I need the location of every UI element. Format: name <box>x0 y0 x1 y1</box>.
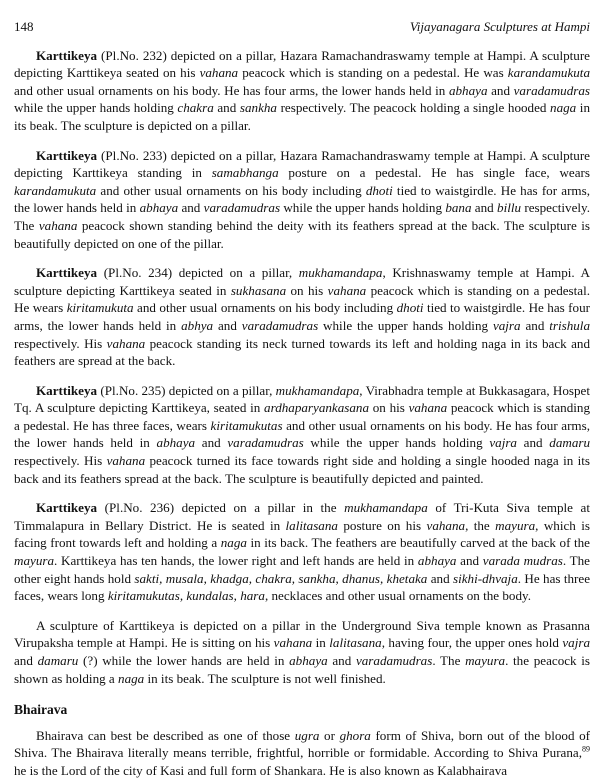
text-run: tied to waistgirdle. He has four arms, the lower hands held in <box>14 300 590 333</box>
text-run: posture on his <box>337 517 427 533</box>
text-run: and other usual ornaments on his body. He has four arms, the lower hands held in <box>14 417 590 451</box>
entry-subject: Karttikeya <box>36 47 98 63</box>
running-header <box>14 18 590 36</box>
text-run: (Pl.No. 232) depicted on a pillar, Hazara Ramachandraswamy temple at Hampi. A sculpture depicting Karttikeya seated on his <box>14 47 590 81</box>
italic-term: sankha <box>239 100 277 116</box>
italic-term: dhoti <box>365 182 393 198</box>
italic-term: kiritamukuta <box>66 300 134 316</box>
italic-term: mukhamandapa <box>275 382 360 398</box>
text-run: while the upper hands holding <box>303 435 490 451</box>
italic-term: mayura <box>465 653 506 668</box>
karttikeya-entry <box>14 382 590 488</box>
text-run: Bhairava can best be described as one of those <box>36 727 295 743</box>
italic-term: varadamudras <box>203 200 281 216</box>
text-run: peacock which is standing on a pedestal. He was <box>238 65 508 81</box>
text-run: and <box>516 435 550 451</box>
italic-term: vajra <box>492 317 521 333</box>
plain-paragraph <box>14 617 590 687</box>
text-run: peacock which is standing a pedestal. He has three faces, wears <box>14 400 590 433</box>
italic-term: vahana <box>199 65 239 81</box>
text-run: in <box>312 635 330 651</box>
text-run: on his <box>286 282 328 298</box>
italic-term: dhoti <box>396 300 424 316</box>
italic-term: naga <box>118 670 145 686</box>
italic-term: varadamudras <box>227 435 304 451</box>
text-run: and other usual ornaments on his body. He has four arms, the lower hands held in <box>14 82 449 98</box>
text-run: . Karttikeya has ten hands, the lower right and left hands are held in <box>54 553 418 569</box>
italic-term: abhaya <box>417 553 457 569</box>
text-run: and <box>456 553 483 569</box>
text-run: and <box>487 82 514 98</box>
italic-term: vahana <box>38 217 78 233</box>
text-run: he is the Lord of the city of Kasi and full form of Shankara. He is also known as Kalabhairava <box>14 762 508 778</box>
text-run: peacock turned its face towards right side and holding a single hooded naga in its back and its feathers spread at the back. The sculpture is beautifully depicted and painted. <box>14 453 590 486</box>
italic-term: vahana <box>408 400 448 416</box>
text-run: and other usual ornaments on his body including <box>133 300 397 316</box>
text-run: and <box>213 100 240 116</box>
text-run: (Pl.No. 233) depicted on a pillar, Hazara Ramachandraswamy temple at Hampi. A sculpture depicting Karttikeya standing in <box>14 147 590 181</box>
running-title: Vijayanagara Sculptures at Hampi <box>409 19 590 34</box>
italic-term: lalitasana <box>329 635 382 651</box>
text-run: and <box>327 653 356 668</box>
section-paragraph <box>14 727 590 780</box>
text-run: in its beak. The sculpture is not well finished. <box>144 670 386 686</box>
entry-subject: Karttikeya <box>36 147 98 163</box>
italic-term: ghora <box>339 727 371 743</box>
text-run: . The <box>432 653 466 668</box>
text-run: and <box>471 200 498 216</box>
italic-term: billu <box>497 200 522 216</box>
karttikeya-entry <box>14 47 590 135</box>
italic-term: abhaya <box>448 82 488 98</box>
text-run: , having four, the upper ones hold <box>381 635 563 651</box>
italic-term: naga <box>220 535 247 551</box>
italic-term: bana <box>445 200 472 216</box>
italic-term: kiritamukutas, kundalas, hara <box>107 588 265 604</box>
text-run: in its beak. The sculpture is depicted on a pillar. <box>14 100 590 133</box>
text-run: . the peacock is shown as holding a <box>14 653 591 686</box>
italic-term: chakra <box>177 100 214 116</box>
text-run: and other usual ornaments on his body including <box>96 182 366 198</box>
italic-term: lalitasana <box>285 517 338 533</box>
italic-term: karandamukuta <box>507 65 590 81</box>
italic-term: samabhanga <box>211 165 279 181</box>
text-run: and <box>213 317 242 333</box>
text-run: (Pl.No. 235) depicted on a pillar, <box>97 382 276 398</box>
entry-subject: Karttikeya <box>36 265 98 281</box>
italic-term: abhaya <box>289 653 328 668</box>
italic-term: varadamudras <box>513 82 590 98</box>
text-run: and <box>195 435 228 451</box>
text-run: peacock shown standing behind the deity with its feathers spread at the back. The sculpture is beautifully depicted on one of the pillar. <box>14 217 590 251</box>
italic-term: karandamukuta <box>14 182 97 198</box>
italic-term: sakti, musala, khadga, chakra, sankha, dhanus, khetaka <box>134 570 428 586</box>
italic-term: abhya <box>181 317 214 333</box>
text-run: , necklaces and other usual ornaments on the body. <box>264 588 531 604</box>
text-run: and <box>178 200 204 216</box>
text-run: of Tri-Kuta Siva temple at Timmalapura in Bellary District. He is seated in <box>14 500 590 533</box>
italic-term: vajra <box>489 435 517 451</box>
italic-term: damaru <box>37 653 79 668</box>
italic-term: mukhamandapa <box>344 500 428 516</box>
text-run: , Krishnaswamy temple at Hampi. A sculpture depicting Karttikeya seated in <box>14 265 590 298</box>
italic-term: vahana <box>327 282 367 298</box>
italic-term: naga <box>550 100 577 116</box>
text-run: while the upper hands holding <box>14 100 178 116</box>
italic-term: varadamudras <box>355 653 433 668</box>
italic-term: varada mudras <box>482 553 563 569</box>
italic-term: ardhaparyankasana <box>264 400 370 416</box>
section-heading: Bhairava <box>14 702 68 718</box>
text-run: , Virabhadra temple at Bukkasagara, Hospet Tq. A sculpture depicting Karttikeya, seated in <box>14 382 590 416</box>
italic-term: mayura <box>495 517 536 533</box>
text-run: respectively. The peacock holding a single hooded <box>276 100 551 116</box>
text-run: or <box>319 727 340 743</box>
italic-term: mukhamandapa <box>298 265 383 281</box>
text-run: respectively. The <box>14 200 591 233</box>
text-run: tied to waistgirdle. He has for arms, the lower hands held in <box>14 182 590 216</box>
text-run: (Pl.No. 236) depicted on a pillar in the <box>97 500 345 516</box>
text-run: on his <box>369 400 409 416</box>
text-run: posture on a pedestal. He has single face, wears <box>278 165 590 181</box>
italic-term: vahana <box>273 635 313 651</box>
italic-term: abhaya <box>139 200 179 216</box>
italic-term: ugra <box>294 727 320 743</box>
italic-term: damaru <box>549 435 591 451</box>
text-run: peacock standing its neck turned towards its left and holding naga in its back and feathers are spread at the back. <box>14 335 591 369</box>
page-number: 148 <box>14 19 34 34</box>
text-run: peacock which is standing on a pedestal. He wears <box>14 282 591 316</box>
text-run: (?) while the lower hands are held in <box>78 653 290 668</box>
italic-term: abhaya <box>156 435 196 451</box>
text-run: , which is facing front towards left and holding a <box>14 517 591 551</box>
italic-term: vahana <box>106 453 146 469</box>
karttikeya-entry <box>14 499 590 605</box>
entry-subject: Karttikeya <box>36 500 98 516</box>
karttikeya-entries <box>14 47 590 605</box>
italic-term: mayura <box>14 553 55 569</box>
text-run: (Pl.No. 234) depicted on a pillar, <box>97 265 299 281</box>
italic-term: varadamudras <box>241 317 319 333</box>
text-run: while the upper hands holding <box>280 200 446 216</box>
text-run: while the upper hands holding <box>318 317 493 333</box>
italic-term: sukhasana <box>230 282 287 298</box>
text-run: . He has three faces, wears long <box>14 570 591 604</box>
italic-term: kiritamukutas <box>210 417 283 433</box>
text-run: in its back. The feathers are beautifully carved at the back of the <box>246 535 590 551</box>
text-run: respectively. His <box>14 335 107 351</box>
karttikeya-entry <box>14 264 590 370</box>
karttikeya-entry <box>14 147 590 253</box>
text-run: respectively. His <box>14 453 107 469</box>
text-run: , the <box>465 517 496 533</box>
italic-term: trishula <box>549 317 590 333</box>
text-run: and <box>520 317 550 333</box>
footnote-ref: 89 <box>582 745 590 755</box>
text-run: and <box>14 653 38 668</box>
italic-term: sikhi-dhvaja <box>453 570 518 586</box>
text-run: A sculpture of Karttikeya is depicted on a pillar in the Underground Siva temple known as Prasanna Virupaksha temple at Hampi. He is sitting on his <box>14 617 590 651</box>
italic-term: vahana <box>426 517 466 533</box>
entry-subject: Karttikeya <box>36 382 98 398</box>
text-run: and <box>427 570 454 586</box>
text-run: . The other eight hands hold <box>14 553 590 586</box>
italic-term: vahana <box>106 335 146 351</box>
italic-term: vajra <box>562 635 590 651</box>
text-run: form of Shiva, born out of the blood of Shiva. The Bhairava literally means terrible, frightful, horrible or formidable. According to Shiva Purana, <box>14 727 590 761</box>
